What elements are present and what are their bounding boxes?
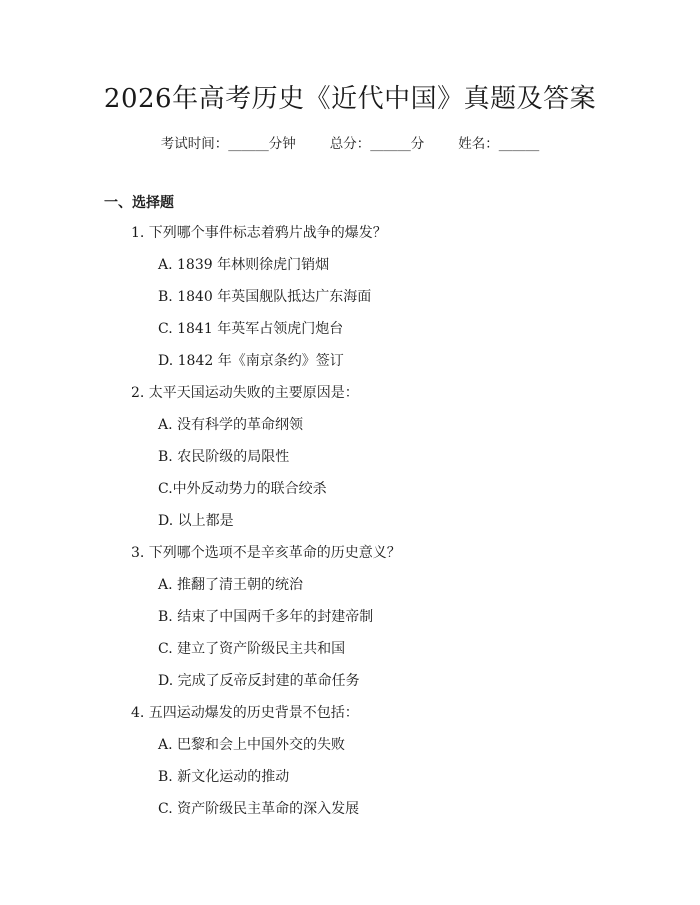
name-label: 姓名：______: [458, 136, 540, 152]
question-stem: 4. 五四运动爆发的历史背景不包括：: [131, 705, 359, 721]
answer-option: C. 建立了资产阶级民主共和国: [158, 641, 346, 657]
section-title: 一、选择题: [104, 195, 174, 211]
answer-option: A. 推翻了清王朝的统治: [158, 577, 304, 593]
answer-option: D. 完成了反帝反封建的革命任务: [158, 673, 360, 689]
answer-option: B. 1840 年英国舰队抵达广东海面: [158, 289, 372, 305]
answer-option: C. 1841 年英军占领虎门炮台: [158, 321, 344, 337]
answer-option: D. 以上都是: [158, 513, 234, 529]
answer-option: A. 1839 年林则徐虎门销烟: [158, 257, 330, 273]
page-title: 2026年高考历史《近代中国》真题及答案: [103, 84, 597, 114]
exam-time-label: 考试时间：______分钟: [160, 136, 296, 152]
answer-option: C. 资产阶级民主革命的深入发展: [158, 801, 360, 817]
answer-option: B. 新文化运动的推动: [158, 769, 290, 785]
answer-option: C.中外反动势力的联合绞杀: [158, 481, 327, 497]
answer-option: A. 巴黎和会上中国外交的失败: [158, 737, 346, 753]
exam-meta: [0, 132, 700, 152]
answer-option: D. 1842 年《南京条约》签订: [158, 353, 344, 369]
total-score-label: 总分：______分: [329, 136, 425, 152]
question-stem: 3. 下列哪个选项不是辛亥革命的历史意义？: [131, 545, 401, 561]
question-stem: 1. 下列哪个事件标志着鸦片战争的爆发？: [131, 225, 387, 241]
answer-option: B. 农民阶级的局限性: [158, 449, 290, 465]
answer-option: A. 没有科学的革命纲领: [158, 417, 304, 433]
question-stem: 2. 太平天国运动失败的主要原因是：: [131, 385, 359, 401]
answer-option: B. 结束了中国两千多年的封建帝制: [158, 609, 374, 625]
